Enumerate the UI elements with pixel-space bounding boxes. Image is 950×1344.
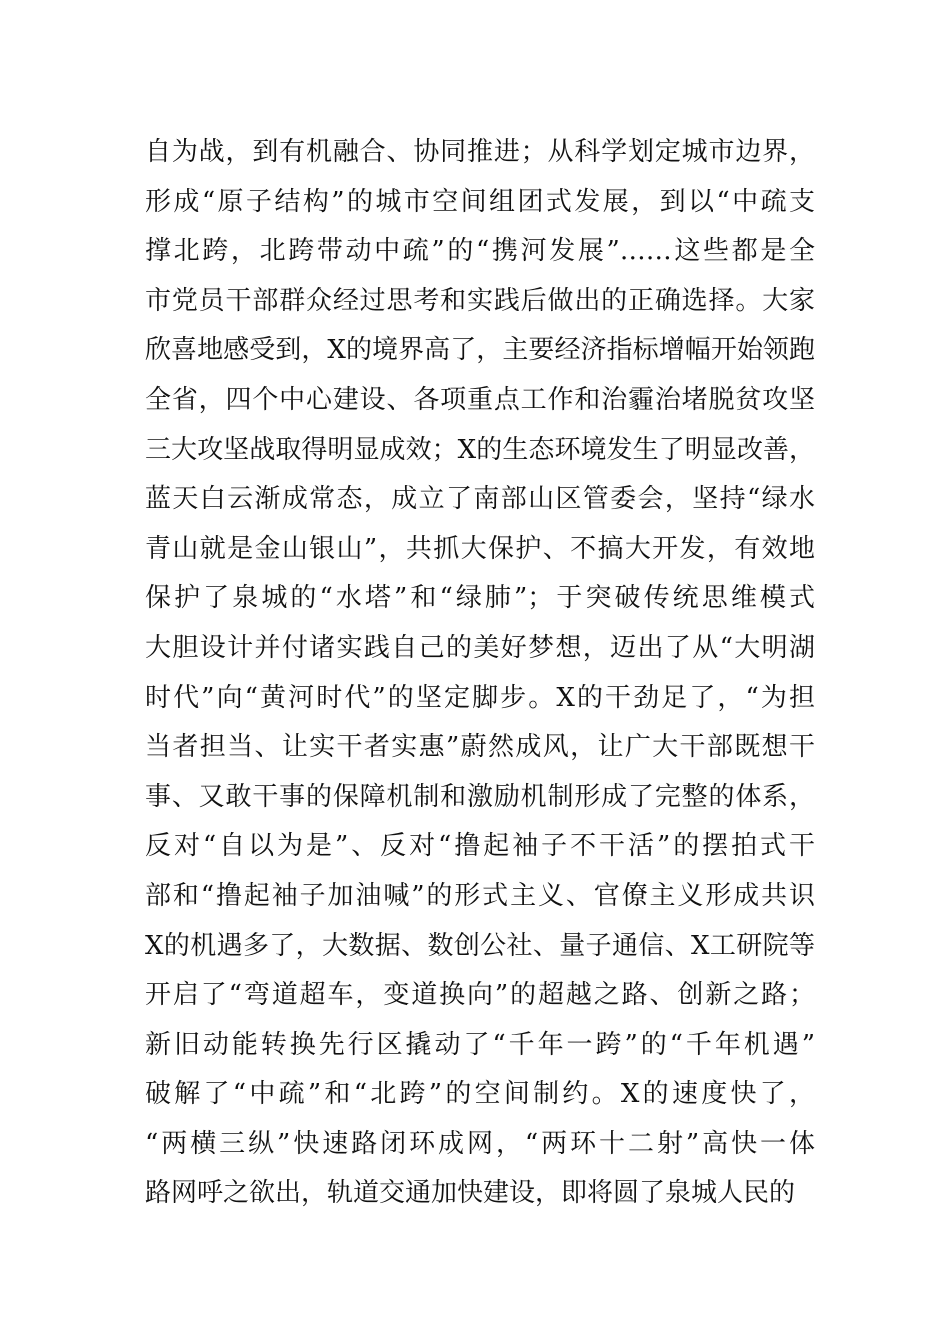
text-line: 蓝天白云渐成常态，成立了南部山区管委会，坚持“绿水: [145, 484, 815, 515]
text-line: X的机遇多了，大数据、数创公社、量子通信、X工研院等: [145, 930, 815, 961]
text-line: 形成“原子结构”的城市空间组团式发展，到以“中疏支: [145, 186, 815, 217]
text-line: “两横三纵”快速路闭环成网，“两环十二射”高快一体: [145, 1128, 815, 1159]
text-line: 新旧动能转换先行区撬动了“千年一跨”的“千年机遇”: [145, 1029, 815, 1060]
text-line: 破解了“中疏”和“北跨”的空间制约。X的速度快了，: [145, 1079, 815, 1110]
text-line: 当者担当、让实干者实惠”蔚然成风，让广大干部既想干: [145, 732, 815, 763]
text-line: 路网呼之欲出，轨道交通加快建设，即将圆了泉城人民的: [145, 1178, 796, 1209]
text-line: 自为战，到有机融合、协同推进；从科学划定城市边界，: [145, 137, 815, 167]
text-line: 三大攻坚战取得明显成效；X的生态环境发生了明显改善，: [145, 434, 815, 465]
text-line: 全省，四个中心建设、各项重点工作和治霾治堵脱贫攻坚: [145, 384, 815, 415]
text-line: 时代”向“黄河时代”的坚定脚步。X的干劲足了，“为担: [145, 682, 815, 713]
text-line: 反对“自以为是”、反对“撸起袖子不干活”的摆拍式干: [145, 831, 815, 862]
text-line: 撑北跨，北跨带动中疏”的“携河发展”……这些都是全: [145, 236, 815, 267]
text-line: 市党员干部群众经过思考和实践后做出的正确选择。大家: [145, 285, 815, 316]
text-line: 大胆设计并付诸实践自己的美好梦想，迈出了从“大明湖: [145, 632, 815, 663]
text-line: 事、又敢干事的保障机制和激励机制形成了完整的体系，: [145, 781, 815, 812]
text-line: 保护了泉城的“水塔”和“绿肺”；于突破传统思维模式: [145, 583, 815, 614]
body-paragraph: [145, 128, 815, 1219]
text-line: 部和“撸起袖子加油喊”的形式主义、官僚主义形成共识: [145, 880, 815, 911]
text-line: 开启了“弯道超车，变道换向”的超越之路、创新之路；: [145, 980, 815, 1011]
text-line: 青山就是金山银山”，共抓大保护、不搞大开发，有效地: [145, 533, 815, 564]
text-line: 欣喜地感受到，X的境界高了，主要经济指标增幅开始领跑: [145, 335, 815, 366]
